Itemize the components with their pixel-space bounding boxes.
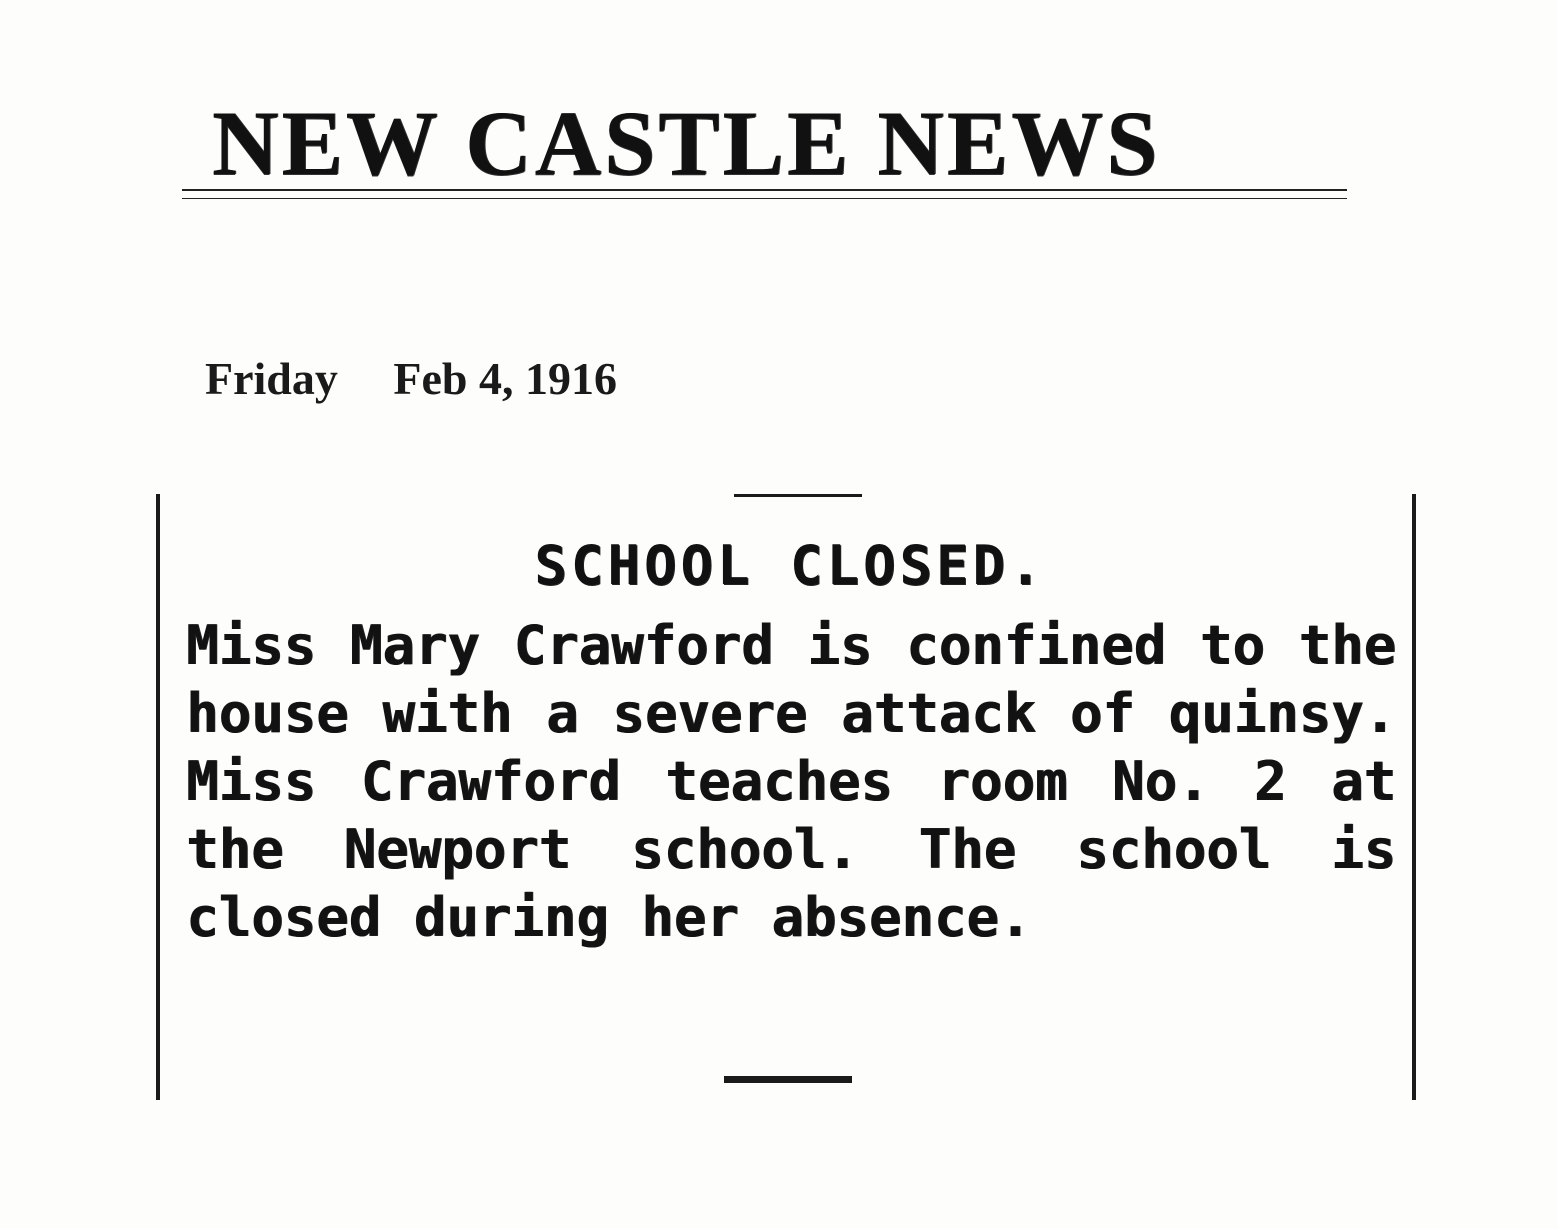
newspaper-name: NEW CASTLE NEWS: [212, 92, 1161, 194]
news-clipping: [156, 494, 1424, 1100]
article-headline: SCHOOL CLOSED.: [534, 534, 1046, 597]
masthead-rule-thin: [182, 198, 1347, 199]
article-top-rule: [734, 494, 862, 497]
article-end-rule: [724, 1076, 852, 1083]
article-paragraph: Miss Mary Crawford is confined to the house with a severe attack of quinsy. Miss Crawford teaches room No. 2 at the Newport school. The school is closed during her absence.: [186, 614, 1396, 949]
dateline-day: Friday: [205, 353, 338, 404]
dateline-date: Feb 4, 1916: [393, 353, 617, 404]
dateline: [205, 352, 617, 405]
masthead-rule: [182, 189, 1347, 191]
article-body: [186, 612, 1396, 952]
masthead: [182, 86, 1347, 210]
